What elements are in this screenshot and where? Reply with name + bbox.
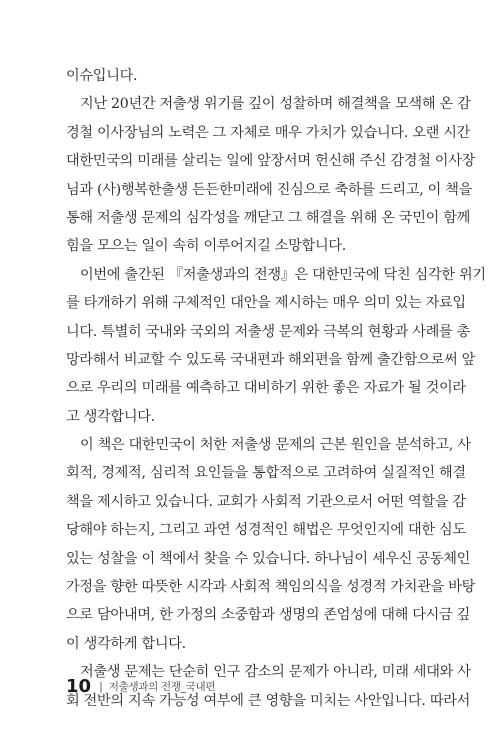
footer-separator: | [99,679,103,693]
text-line: 를 타개하기 위해 구체적인 대안을 제시하는 매우 의미 있는 자료입 [66,295,466,312]
text-line: 저출생 문제는 단순히 인구 감소의 문제가 아니라, 미래 세대와 사 [80,664,471,681]
text-line: 님과 (사)행복한출생 든든한미래에 진심으로 축하를 드리고, 이 책을 [66,181,473,198]
page-footer [66,674,215,698]
text-line: 회 전반의 지속 가능성 여부에 큰 영향을 미치는 사안입니다. 따라서 [66,692,471,709]
text-line: 이 생각하게 합니다. [66,635,186,652]
paragraph [66,90,476,260]
text-line: 망라해서 비교할 수 있도록 국내편과 해외편을 함께 출간함으로써 앞 [66,351,476,368]
paragraph [66,261,486,431]
text-line: 가정을 향한 따뜻한 시각과 사회적 책임의식을 성경적 가치관을 바탕 [66,579,476,596]
paragraph [66,431,476,658]
text-line: 지난 20년간 저출생 위기를 깊이 성찰하며 해결책을 모색해 온 감 [80,96,471,113]
text-line: 으로 담아내며, 한 가정의 소중함과 생명의 존엄성에 대해 다시금 깊 [66,607,471,624]
text-line: 경철 이사장님의 노력은 그 자체로 매우 가치가 있습니다. 오랜 시간 [66,124,471,141]
running-head: 저출생과의 전쟁_국내편 [108,680,216,693]
text-line: 이슈입니다. [66,68,138,84]
text-line: 대한민국의 미래를 살리는 일에 앞장서며 헌신해 주신 감경철 이사장 [66,153,476,170]
paragraph [66,62,434,90]
text-line: 통해 저출생 문제의 심각성을 깨닫고 그 해결을 위해 온 국민이 함께 [66,209,471,226]
text-line: 회적, 경제적, 심리적 요인들을 통합적으로 고려하여 실질적인 해결 [66,465,466,482]
text-line: 이번에 출간된 『저출생과의 전쟁』은 대한민국에 닥친 심각한 위기 [80,266,486,283]
text-line: 으로 우리의 미래를 예측하고 대비하기 위한 좋은 자료가 될 것이라 [66,380,466,397]
text-line: 이 책은 대한민국이 처한 저출생 문제의 근본 원인을 분석하고, 사 [80,437,471,454]
text-line: 힘을 모으는 일이 속히 이루어지길 소망합니다. [66,238,346,255]
page-number: 10 [66,675,92,697]
text-line: 당해야 하는지, 그리고 과연 성경적인 해법은 무엇인지에 대한 심도 [66,522,466,539]
text-line: 책을 제시하고 있습니다. 교회가 사회적 기관으로서 어떤 역할을 감 [66,493,466,510]
body-text [66,62,486,715]
text-line: 있는 성찰을 이 책에서 찾을 수 있습니다. 하나님이 세우신 공동체인 [66,550,471,567]
text-line: 니다. 특별히 국내와 국외의 저출생 문제와 극복의 현황과 사례를 총 [66,323,471,340]
text-line: 고 생각합니다. [66,408,155,425]
